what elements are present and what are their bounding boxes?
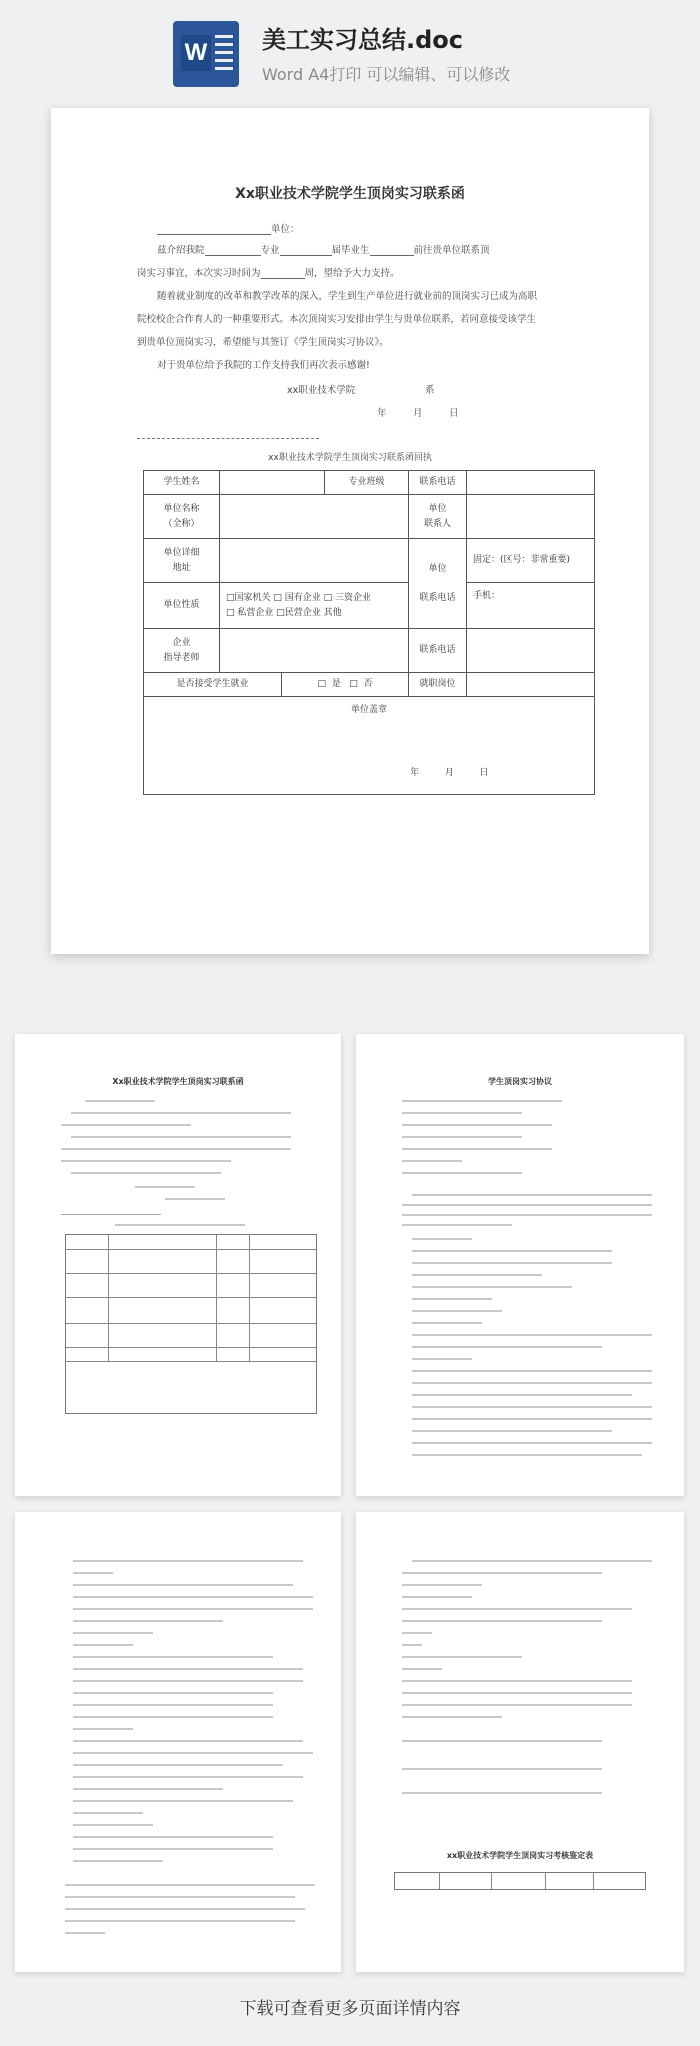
thumb4-table — [394, 1872, 646, 1890]
cell-accept-label: 是否接受学生就业 — [144, 673, 282, 697]
thumbnail-page-2[interactable] — [356, 1034, 684, 1496]
cell-contact-phone-label: 联系电话 — [409, 471, 467, 495]
main-page-preview[interactable] — [51, 108, 649, 954]
thumbnail-page-1[interactable] — [15, 1034, 341, 1496]
body-line-6: 对于贵单位给予我院的工作支持我们再次表示感谢! — [157, 360, 370, 371]
doc-title: Xx职业技术学院学生顶岗实习联系函 — [235, 186, 465, 202]
cell-unit-name-value[interactable] — [220, 495, 409, 539]
unit-line: 单位： — [157, 221, 300, 235]
cell-contact-phone2-value[interactable] — [467, 629, 595, 673]
file-subtitle: Word A4打印 可以编辑、可以修改 — [262, 65, 511, 84]
cell-address-label: 单位详细 地址 — [144, 539, 220, 583]
cell-seal[interactable] — [144, 697, 595, 795]
cell-accept-options[interactable]: □ 是 □ 否 — [282, 673, 409, 697]
receipt-title: xx职业技术学院学生顶岗实习联系函回执 — [268, 453, 432, 463]
word-w-letter: W — [181, 35, 211, 71]
date-year: 年 — [377, 408, 387, 419]
header — [0, 0, 700, 96]
seal-label: 单位盖章 — [351, 705, 388, 715]
cell-address-value[interactable] — [220, 539, 409, 583]
cell-landline[interactable]: 固定：(区号：非常重要) — [467, 539, 595, 583]
cut-line — [137, 438, 319, 439]
body-line-3: 随着就业制度的改革和教学改革的深入，学生到生产单位进行就业前的顶岗实习已成为高职 — [157, 291, 538, 302]
cell-nature-options[interactable]: □国家机关 □ 国有企业 □ 三资企业 □ 私营企业 □民营企业 其他 — [220, 583, 409, 629]
cell-advisor-value[interactable] — [220, 629, 409, 673]
cell-contact-phone-value[interactable] — [467, 471, 595, 495]
cell-position-value[interactable] — [467, 673, 595, 697]
cell-contact-phone2-label: 联系电话 — [409, 629, 467, 673]
cell-unit-name-label: 单位名称 （全称） — [144, 495, 220, 539]
thumbnail-page-4[interactable] — [356, 1512, 684, 1972]
footer-more-pages-link[interactable]: 下载可查看更多页面详情内容 — [239, 1999, 461, 2019]
thumb2-title: 学生顶岗实习协议 — [488, 1077, 552, 1086]
body-line-5: 到贵单位顶岗实习，希望能与其签订《学生顶岗实习协议》。 — [137, 337, 389, 348]
intro-line-1: 兹介绍我院 专业 届毕业生 前往贵单位联系顶 — [157, 245, 490, 256]
thumb4-title: xx职业技术学院学生顶岗实习考核鉴定表 — [446, 1851, 594, 1860]
word-lines-icon — [215, 35, 233, 75]
college-dept: 系 — [425, 385, 435, 396]
file-title: 美工实习总结.doc — [262, 26, 464, 54]
receipt-table — [143, 470, 595, 795]
cell-student-name-value[interactable] — [220, 471, 325, 495]
cell-unit-contact-value[interactable] — [467, 495, 595, 539]
thumb1-table — [65, 1234, 317, 1414]
body-line-4: 院校校企合作育人的一种重要形式。本次顶岗实习安排由学生与贵单位联系，若同意接受该学生 — [137, 314, 537, 325]
cell-student-name-label: 学生姓名 — [144, 471, 220, 495]
cell-unit-contact-label: 单位 联系人 — [409, 495, 467, 539]
cell-unit-phone-label: 单位 联系电话 — [409, 539, 467, 629]
cell-position-label: 就职岗位 — [409, 673, 467, 697]
thumb1-title: Xx职业技术学院学生顶岗实习联系函 — [112, 1077, 244, 1086]
cell-nature-label: 单位性质 — [144, 583, 220, 629]
cell-advisor-label: 企业 指导老师 — [144, 629, 220, 673]
cell-mobile[interactable]: 手机： — [467, 583, 595, 629]
seal-date: 年 月 日 — [410, 767, 489, 778]
date-month: 月 — [413, 408, 423, 419]
college-name: xx职业技术学院 — [287, 385, 356, 396]
thumbnail-page-3[interactable] — [15, 1512, 341, 1972]
intro-line-2: 岗实习事宜，本次实习时间为 周，望给予大力支持。 — [137, 268, 400, 279]
cell-major-class-label: 专业班级 — [325, 471, 409, 495]
word-doc-icon — [173, 21, 239, 87]
date-day: 日 — [449, 408, 459, 419]
